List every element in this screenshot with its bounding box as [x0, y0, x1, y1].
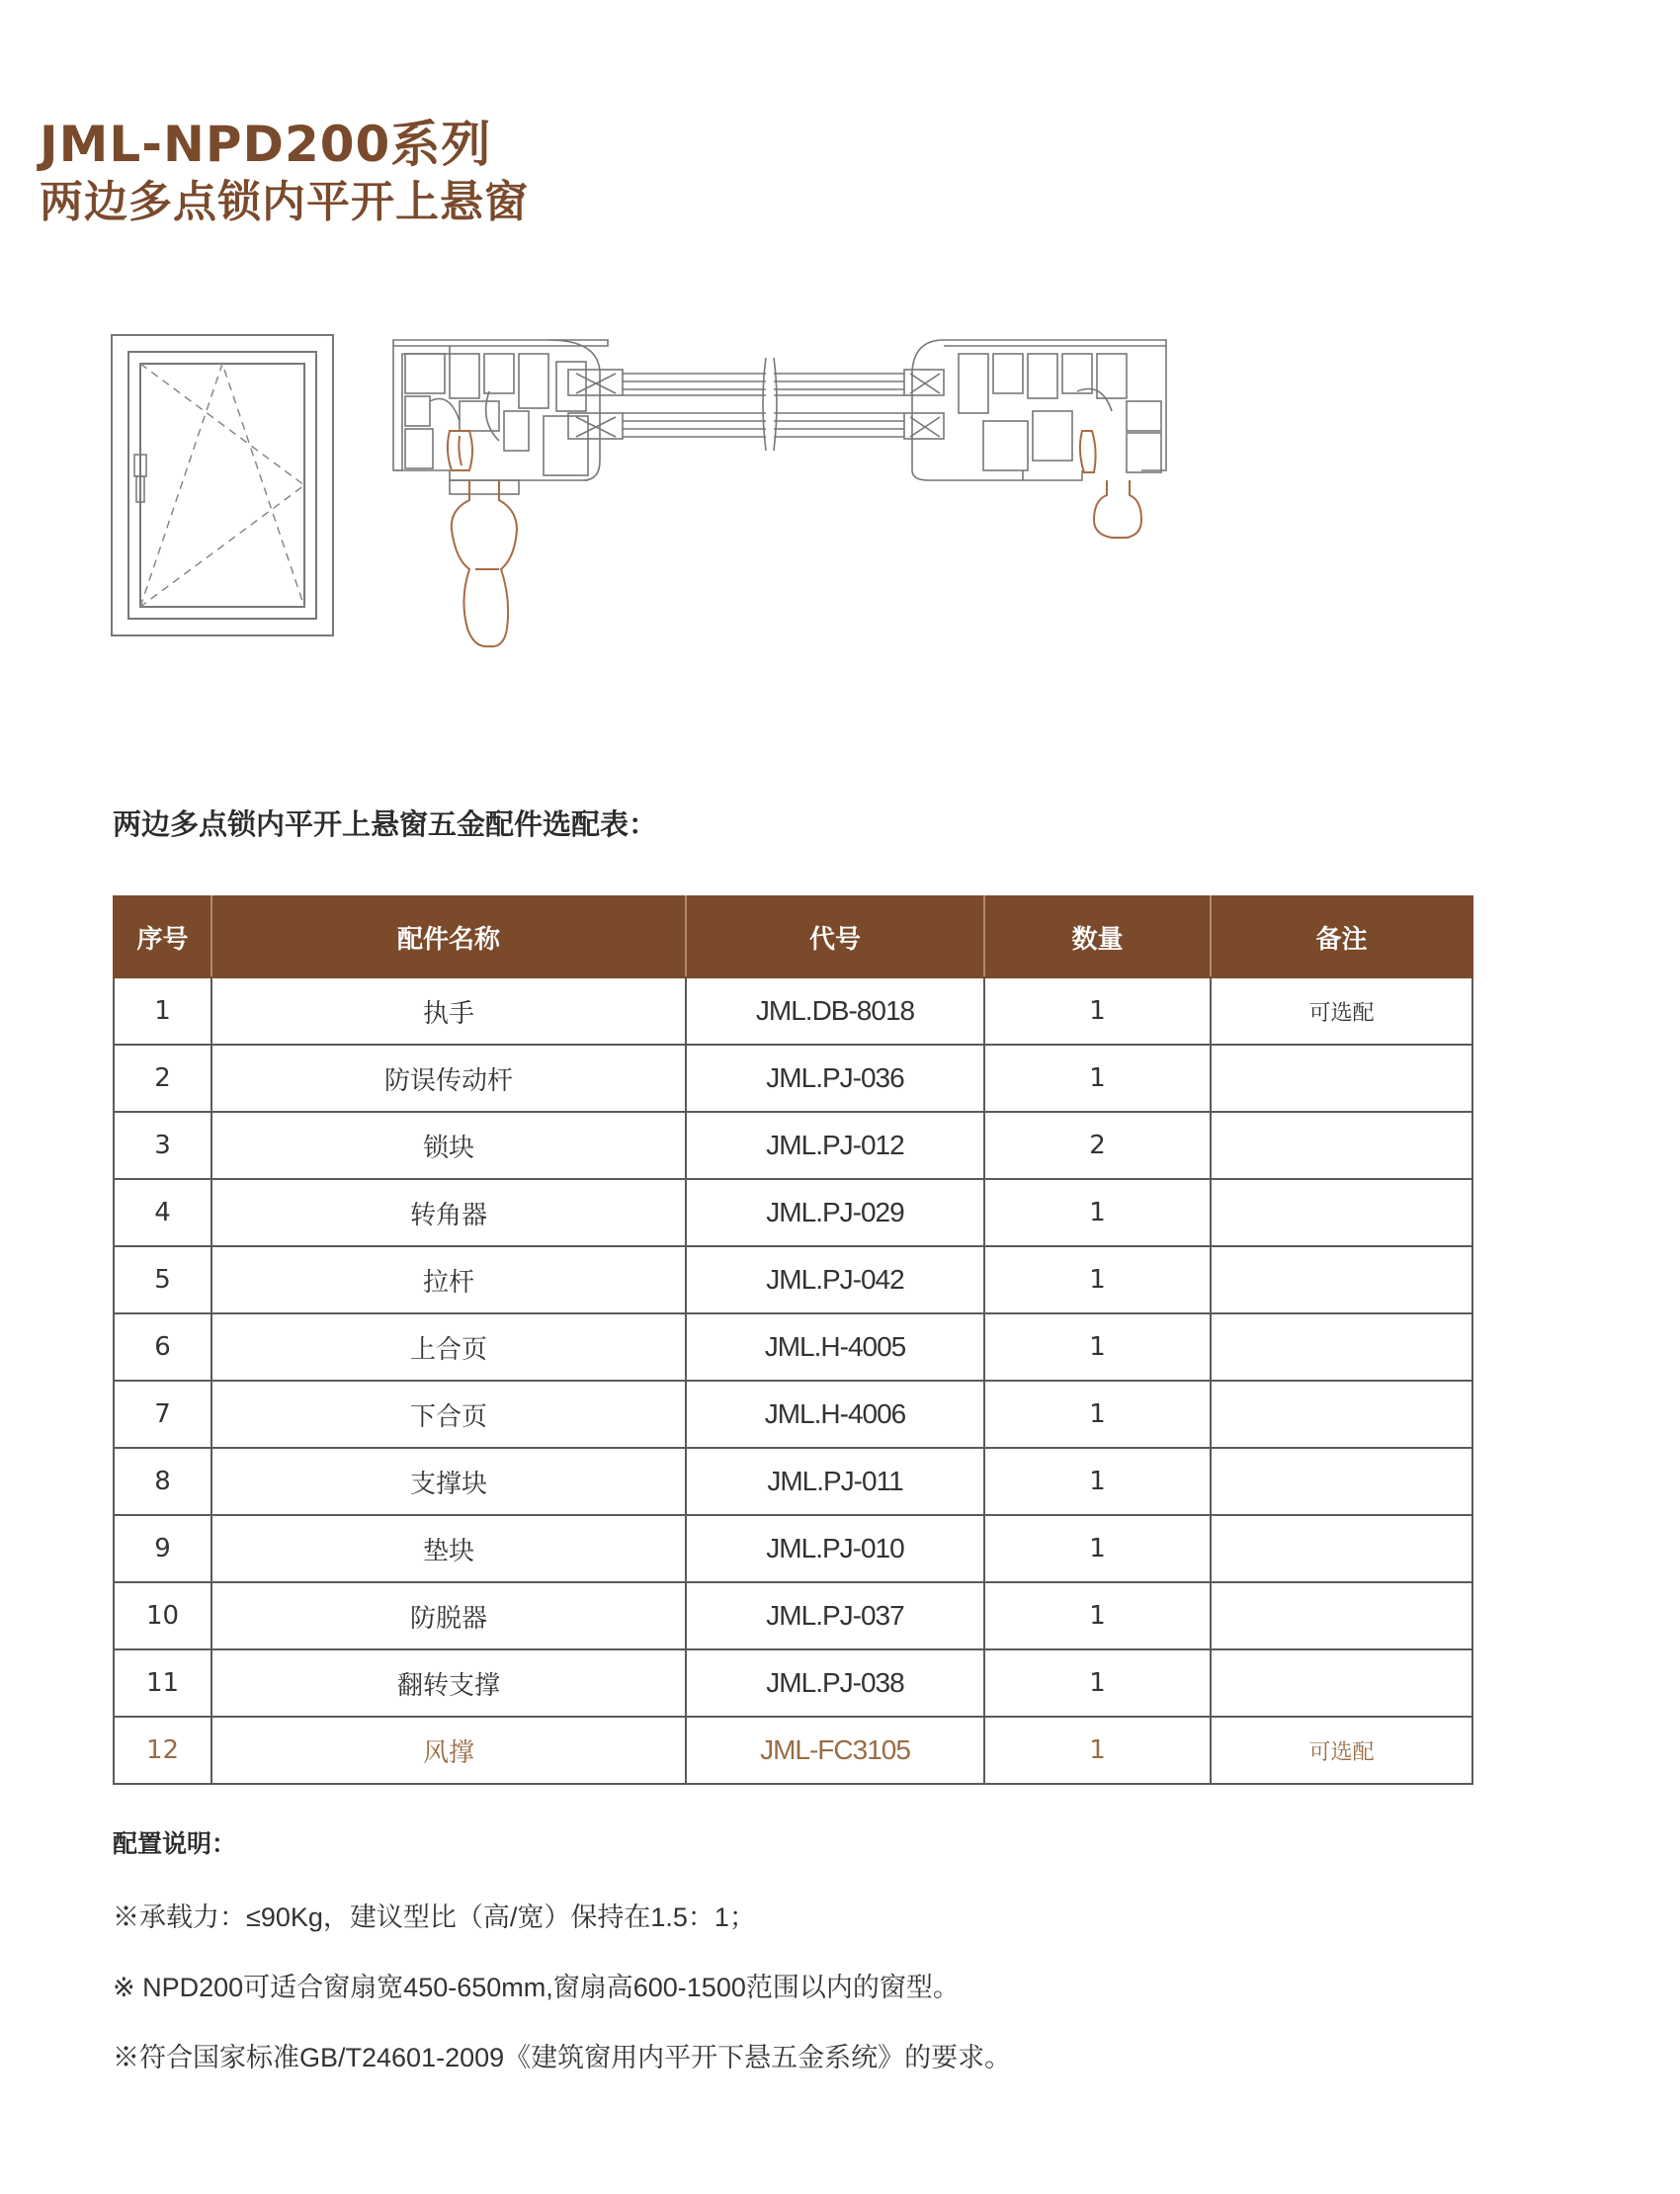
table-row	[114, 1179, 1472, 1246]
col-header-qty: 数量	[984, 896, 1211, 977]
cell-code: JML-FC3105	[686, 1717, 984, 1784]
col-header-note: 备注	[1211, 896, 1472, 977]
cell-note	[1211, 1045, 1472, 1112]
cell-qty: 1	[984, 1381, 1211, 1448]
cell-no: 3	[114, 1112, 211, 1179]
cell-note	[1211, 1381, 1472, 1448]
cell-no: 10	[114, 1582, 211, 1649]
cell-note	[1211, 1313, 1472, 1381]
cell-qty: 1	[984, 1246, 1211, 1313]
hardware-spec-table	[113, 895, 1473, 1785]
cell-code: JML.PJ-038	[686, 1649, 984, 1717]
cell-qty: 1	[984, 1448, 1211, 1515]
cell-no: 8	[114, 1448, 211, 1515]
series-title: JML-NPD200系列	[40, 116, 492, 173]
cell-qty: 1	[984, 1313, 1211, 1381]
configuration-notes	[113, 1824, 1011, 2106]
cell-name: 防脱器	[211, 1582, 686, 1649]
cell-no: 9	[114, 1515, 211, 1582]
note-line: ※符合国家标准GB/T24601-2009《建筑窗用内平开下悬五金系统》的要求。	[113, 2043, 1012, 2072]
table-row	[114, 977, 1472, 1045]
cell-code: JML.PJ-011	[686, 1448, 984, 1515]
table-row	[114, 1582, 1472, 1649]
cell-note	[1211, 1649, 1472, 1717]
notes-heading: 配置说明：	[113, 1829, 237, 1858]
cell-name: 下合页	[211, 1381, 686, 1448]
cell-note	[1211, 1448, 1472, 1515]
table-title: 两边多点锁内平开上悬窗五金配件选配表：	[113, 807, 658, 841]
window-elevation-diagram	[111, 334, 334, 636]
cell-note	[1211, 1179, 1472, 1246]
cell-note	[1211, 1112, 1472, 1179]
cell-no: 11	[114, 1649, 211, 1717]
table-row	[114, 1717, 1472, 1784]
table-row	[114, 1112, 1472, 1179]
cell-code: JML.PJ-029	[686, 1179, 984, 1246]
cell-qty: 1	[984, 1045, 1211, 1112]
cell-name: 转角器	[211, 1179, 686, 1246]
cell-name: 防误传动杆	[211, 1045, 686, 1112]
cell-code: JML.PJ-042	[686, 1246, 984, 1313]
table-row	[114, 1045, 1472, 1112]
col-header-no: 序号	[114, 896, 211, 977]
cell-note: 可选配	[1211, 1717, 1472, 1784]
cell-code: JML.PJ-036	[686, 1045, 984, 1112]
cell-no: 2	[114, 1045, 211, 1112]
cell-code: JML.PJ-037	[686, 1582, 984, 1649]
cell-qty: 2	[984, 1112, 1211, 1179]
table-header-row	[114, 896, 1472, 977]
col-header-name: 配件名称	[211, 896, 686, 977]
cell-name: 翻转支撑	[211, 1649, 686, 1717]
cell-note	[1211, 1515, 1472, 1582]
cell-code: JML.H-4005	[686, 1313, 984, 1381]
table-row	[114, 1649, 1472, 1717]
profile-cross-section	[390, 332, 1171, 648]
cell-code: JML.PJ-012	[686, 1112, 984, 1179]
cell-note	[1211, 1582, 1472, 1649]
cell-qty: 1	[984, 1717, 1211, 1784]
cell-no: 1	[114, 977, 211, 1045]
product-title: 两边多点锁内平开上悬窗	[40, 177, 529, 227]
cell-name: 执手	[211, 977, 686, 1045]
cell-qty: 1	[984, 1582, 1211, 1649]
cell-name: 垫块	[211, 1515, 686, 1582]
cell-name: 拉杆	[211, 1246, 686, 1313]
table-row	[114, 1246, 1472, 1313]
cell-name: 风撑	[211, 1717, 686, 1784]
cell-name: 支撑块	[211, 1448, 686, 1515]
col-header-code: 代号	[686, 896, 984, 977]
note-line: ※承载力：≤90Kg，建议型比（高/宽）保持在1.5：1；	[113, 1902, 756, 1932]
cell-no: 12	[114, 1717, 211, 1784]
cell-code: JML.H-4006	[686, 1381, 984, 1448]
table-row	[114, 1381, 1472, 1448]
cell-name: 上合页	[211, 1313, 686, 1381]
cell-note: 可选配	[1211, 977, 1472, 1045]
cell-qty: 1	[984, 977, 1211, 1045]
cell-qty: 1	[984, 1179, 1211, 1246]
cell-no: 5	[114, 1246, 211, 1313]
cell-note	[1211, 1246, 1472, 1313]
cell-no: 4	[114, 1179, 211, 1246]
cell-code: JML.DB-8018	[686, 977, 984, 1045]
cell-qty: 1	[984, 1515, 1211, 1582]
table-row	[114, 1448, 1472, 1515]
cell-no: 6	[114, 1313, 211, 1381]
note-line: ※ NPD200可适合窗扇宽450-650mm,窗扇高600-1500范围以内的窗型。	[113, 1973, 960, 2002]
cell-code: JML.PJ-010	[686, 1515, 984, 1582]
table-row	[114, 1313, 1472, 1381]
cell-no: 7	[114, 1381, 211, 1448]
cell-qty: 1	[984, 1649, 1211, 1717]
cell-name: 锁块	[211, 1112, 686, 1179]
table-row	[114, 1515, 1472, 1582]
